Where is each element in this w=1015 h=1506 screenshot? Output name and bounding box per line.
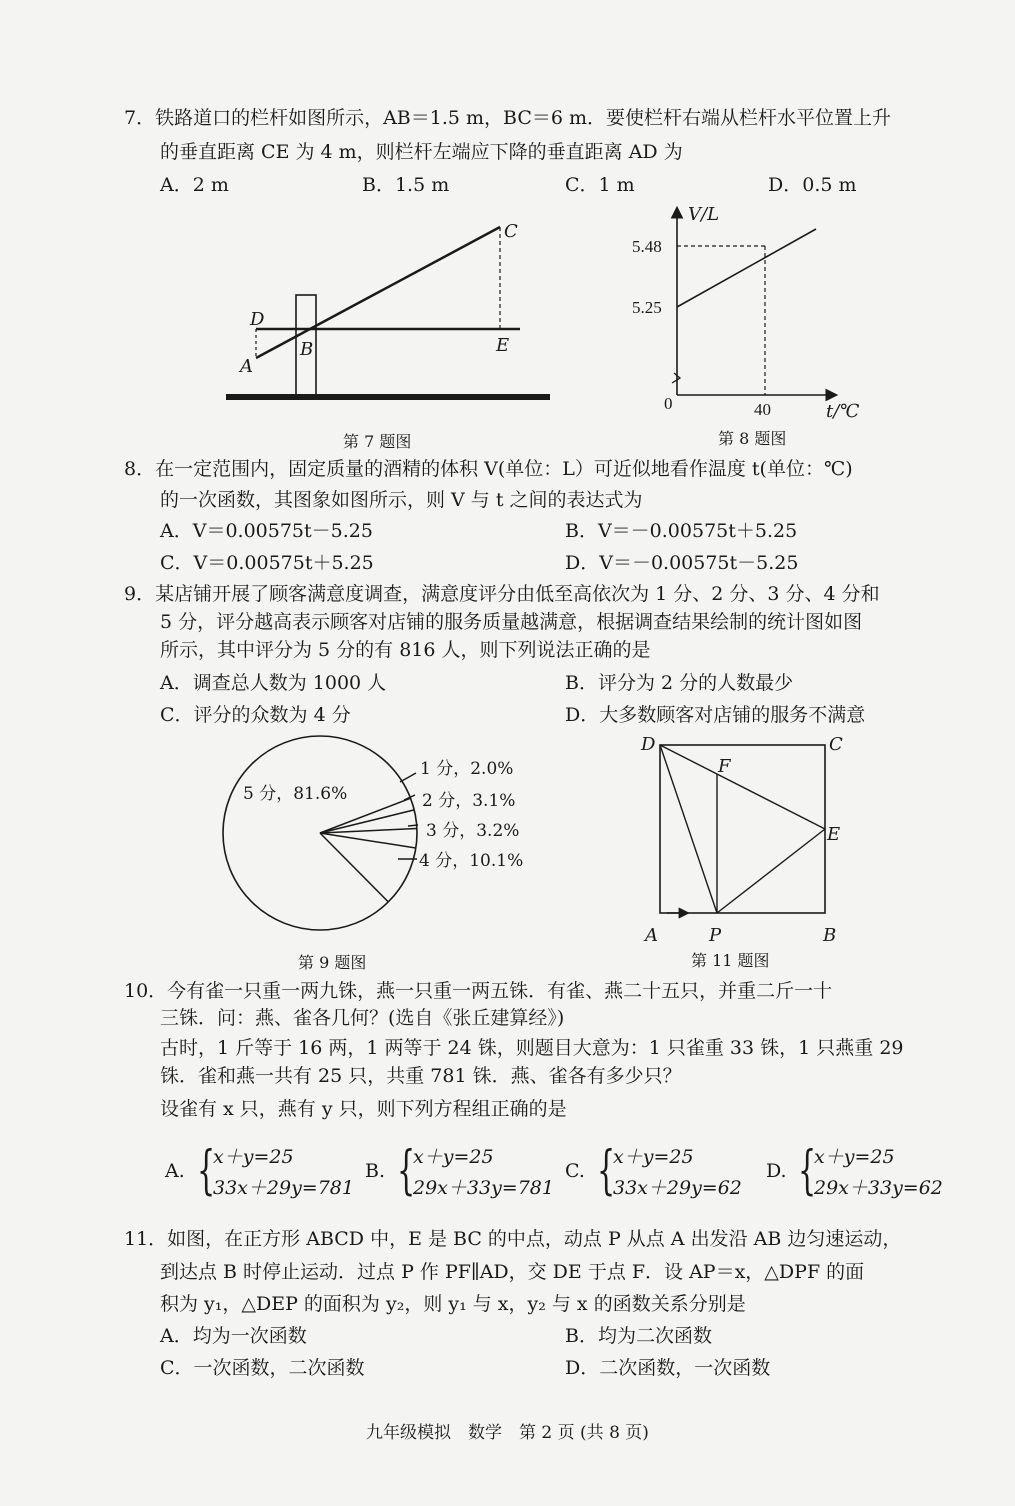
- equation-1: x＋y=25: [213, 1146, 294, 1168]
- q7-figure-railway-barrier: [220, 215, 560, 455]
- q7-option-a: A．2 m: [160, 174, 229, 196]
- q7-option-b: B．1.5 m: [362, 174, 450, 196]
- label-f: F: [718, 756, 731, 777]
- label-a: A: [645, 925, 658, 946]
- q10-line3: 古时，1 斤等于 16 两，1 两等于 24 铢，则题目大意为：1 只雀重 33 铢，1 只燕重 29: [160, 1037, 904, 1059]
- pie-slice-boundary-4: [320, 833, 388, 902]
- q11-option-a: A．均为一次函数: [160, 1325, 307, 1347]
- option-label: A.: [165, 1160, 185, 1182]
- q9-line3: 所示，其中评分为 5 分的有 816 人，则下列说法正确的是: [160, 639, 651, 661]
- label-b: B: [823, 925, 837, 946]
- q9-option-c: C．评分的众数为 4 分: [160, 704, 351, 726]
- q7-line2: 的垂直距离 CE 为 4 m，则栏杆左端应下降的垂直距离 AD 为: [160, 141, 683, 163]
- pie-label-1: 1 分，2.0%: [420, 759, 514, 779]
- equation-2: 29x＋33y=781: [413, 1177, 554, 1199]
- pie-label-4: 4 分，10.1%: [419, 851, 524, 871]
- label-p: P: [709, 925, 722, 946]
- equation-1: x＋y=25: [613, 1146, 694, 1168]
- label-c: C: [829, 734, 843, 755]
- label-d: D: [250, 309, 265, 330]
- tick-5-25: 5.25: [632, 298, 662, 317]
- equation-2: 33x＋29y=781: [213, 1177, 354, 1199]
- brace-icon: {: [197, 1141, 216, 1201]
- q7-caption: 第 7 题图: [343, 432, 412, 451]
- q11-figure-square: [635, 730, 865, 955]
- q8-line1: 8．在一定范围内，固定质量的酒精的体积 V(单位：L）可近似地看作温度 t(单位：℃): [124, 458, 853, 480]
- q9-line2: 5 分，评分越高表示顾客对店铺的服务质量越满意，根据调查结果绘制的统计图如图: [160, 611, 863, 633]
- label-e: E: [496, 335, 510, 356]
- equation-1: x＋y=25: [814, 1146, 895, 1168]
- q9-option-b: B．评分为 2 分的人数最少: [565, 672, 794, 694]
- label-c: C: [504, 221, 518, 242]
- raised-barrier: [256, 227, 500, 358]
- q8-figure-line-graph: [620, 195, 880, 425]
- label-e: E: [827, 824, 841, 845]
- q8-option-c: C．V＝0.00575t＋5.25: [160, 552, 374, 574]
- tick-5-48: 5.48: [632, 237, 662, 256]
- origin-label: 0: [664, 394, 673, 413]
- equation-1: x＋y=25: [413, 1146, 494, 1168]
- equation-2: 29x＋33y=62: [814, 1177, 943, 1199]
- leader-1: [400, 773, 416, 782]
- y-axis-label: V/L: [688, 204, 720, 225]
- q7-option-c: C．1 m: [565, 174, 635, 196]
- q11-line2: 到达点 B 时停止运动．过点 P 作 PF∥AD，交 DE 于点 F．设 AP＝x，△DPF 的面: [160, 1261, 865, 1283]
- q10-line1: 10．今有雀一只重一两九铢，燕一只重一两五铢．有雀、燕二十五只，并重二斤一十: [124, 980, 833, 1002]
- brace-icon: {: [397, 1141, 416, 1201]
- option-label: C.: [565, 1160, 585, 1182]
- page-footer: 九年级模拟 数学 第 2 页 (共 8 页): [366, 1423, 649, 1443]
- q9-line1: 9．某店铺开展了顾客满意度调查，满意度评分由低至高依次为 1 分、2 分、3 分、4 分和: [124, 583, 880, 605]
- option-label: B.: [365, 1160, 386, 1182]
- equation-2: 33x＋29y=62: [613, 1177, 742, 1199]
- q8-option-b: B．V＝－0.00575t＋5.25: [565, 520, 798, 542]
- v-t-line: [677, 229, 816, 307]
- q10-line5: 设雀有 x 只，燕有 y 只，则下列方程组正确的是: [160, 1098, 567, 1120]
- q8-option-a: A．V＝0.00575t－5.25: [160, 520, 373, 542]
- q11-caption: 第 11 题图: [691, 951, 770, 970]
- pie-label-3: 3 分，3.2%: [426, 821, 520, 841]
- pie-slice-boundary-3: [320, 833, 416, 848]
- axis-break: [672, 373, 680, 383]
- q9-option-a: A．调查总人数为 1000 人: [160, 672, 387, 694]
- q10-line4: 铢．雀和燕一共有 25 只，共重 781 铢．燕、雀各有多少只？: [160, 1065, 682, 1087]
- label-a: A: [240, 356, 253, 377]
- q11-option-b: B．均为二次函数: [565, 1325, 712, 1347]
- q8-option-d: D．V＝－0.00575t－5.25: [565, 552, 799, 574]
- q9-option-d: D．大多数顾客对店铺的服务不满意: [565, 704, 866, 726]
- brace-icon: {: [798, 1141, 817, 1201]
- q10-line2: 三铢．问：燕、雀各几何？(选自《张丘建算经》): [160, 1007, 565, 1029]
- pie-label-5: 5 分，81.6%: [243, 784, 348, 804]
- q11-line1: 11．如图，在正方形 ABCD 中，E 是 BC 的中点，动点 P 从点 A 出发沿 AB 边匀速运动，: [124, 1228, 902, 1250]
- square-abcd: [660, 745, 825, 913]
- brace-icon: {: [597, 1141, 616, 1201]
- q9-pie-chart: [215, 735, 545, 960]
- pie-label-2: 2 分，3.1%: [422, 791, 516, 811]
- leader-3: [408, 825, 418, 826]
- tick-40: 40: [754, 400, 771, 419]
- label-b: B: [300, 339, 314, 360]
- q11-line3: 积为 y₁，△DEP 的面积为 y₂，则 y₁ 与 x，y₂ 与 x 的函数关系分别是: [160, 1293, 746, 1315]
- q7-option-d: D．0.5 m: [768, 174, 857, 196]
- q8-caption: 第 8 题图: [718, 429, 787, 448]
- q9-caption: 第 9 题图: [298, 953, 367, 972]
- label-d: D: [641, 734, 656, 755]
- x-axis-label: t/℃: [826, 401, 860, 422]
- q8-line2: 的一次函数，其图象如图所示，则 V 与 t 之间的表达式为: [160, 489, 643, 511]
- option-label: D.: [766, 1160, 787, 1182]
- q11-option-c: C．一次函数，二次函数: [160, 1357, 365, 1379]
- q11-option-d: D．二次函数，一次函数: [565, 1357, 771, 1379]
- segment-pe: [717, 829, 825, 913]
- q7-line1: 7．铁路道口的栏杆如图所示，AB＝1.5 m，BC＝6 m．要使栏杆右端从栏杆水平位置上升: [124, 107, 892, 129]
